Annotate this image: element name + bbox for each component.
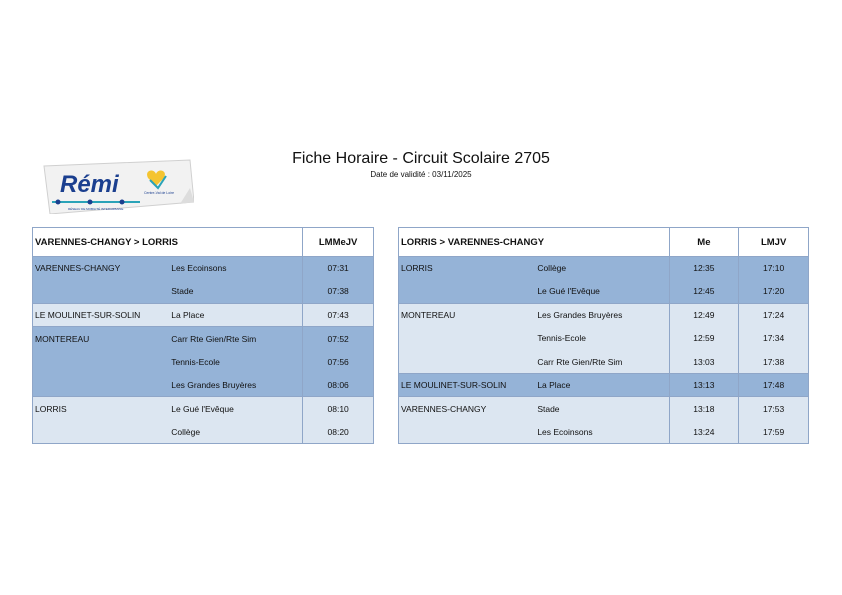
time-cell: 17:48	[739, 373, 809, 396]
commune-cell	[33, 280, 170, 303]
time-cell: 13:03	[669, 350, 739, 373]
commune-cell: LE MOULINET-SUR-SOLIN	[399, 373, 536, 396]
table-row	[33, 397, 374, 420]
table-row	[399, 350, 809, 373]
stop-cell: La Place	[169, 303, 303, 326]
commune-cell: LE MOULINET-SUR-SOLIN	[33, 303, 170, 326]
commune-cell	[33, 373, 170, 396]
commune-cell	[399, 327, 536, 350]
stop-cell: Tennis-Ecole	[169, 350, 303, 373]
time-cell: 07:43	[303, 303, 374, 326]
time-cell: 17:20	[739, 280, 809, 303]
commune-cell: VARENNES-CHANGY	[399, 397, 536, 420]
table-row	[399, 420, 809, 443]
stop-cell: Collège	[169, 420, 303, 443]
table-row	[33, 373, 374, 396]
page-title: Fiche Horaire - Circuit Scolaire 2705	[292, 150, 550, 167]
return-timetable	[398, 227, 809, 444]
time-cell: 17:24	[739, 303, 809, 326]
stop-cell: Les Ecoinsons	[169, 257, 303, 280]
commune-cell: MONTEREAU	[33, 327, 170, 350]
outbound-timetable	[32, 227, 374, 444]
time-cell: 13:18	[669, 397, 739, 420]
commune-cell: LORRIS	[399, 257, 536, 280]
time-cell: 07:31	[303, 257, 374, 280]
table-row	[33, 327, 374, 350]
table-row	[33, 350, 374, 373]
table-row	[399, 257, 809, 280]
logo-brand-text: Rémi	[60, 171, 119, 198]
time-cell: 08:06	[303, 373, 374, 396]
stop-cell: Carr Rte Gien/Rte Sim	[535, 350, 669, 373]
stop-cell: Tennis-Ecole	[535, 327, 669, 350]
table-row	[33, 420, 374, 443]
time-cell: 12:35	[669, 257, 739, 280]
time-cell: 08:10	[303, 397, 374, 420]
time-cell: 17:59	[739, 420, 809, 443]
day-header: LMMeJV	[303, 228, 374, 257]
commune-cell	[33, 420, 170, 443]
time-cell: 13:13	[669, 373, 739, 396]
stop-cell: Stade	[169, 280, 303, 303]
time-cell: 08:20	[303, 420, 374, 443]
commune-cell: VARENNES-CHANGY	[33, 257, 170, 280]
time-cell: 17:38	[739, 350, 809, 373]
stop-cell: Collège	[535, 257, 669, 280]
time-cell: 17:10	[739, 257, 809, 280]
logo-region: Centre-Val de Loire	[144, 191, 175, 195]
time-cell: 13:24	[669, 420, 739, 443]
stop-cell: Le Gué l'Evêque	[535, 280, 669, 303]
time-cell: 17:53	[739, 397, 809, 420]
table-row	[33, 257, 374, 280]
stop-cell: Stade	[535, 397, 669, 420]
table-row	[399, 373, 809, 396]
time-cell: 07:56	[303, 350, 374, 373]
time-cell: 07:52	[303, 327, 374, 350]
commune-cell	[399, 280, 536, 303]
stop-cell: Carr Rte Gien/Rte Sim	[169, 327, 303, 350]
commune-cell: LORRIS	[33, 397, 170, 420]
validity-date: Date de validité : 03/11/2025	[370, 170, 472, 179]
time-cell: 12:45	[669, 280, 739, 303]
commune-cell	[33, 350, 170, 373]
direction-header: LORRIS > VARENNES-CHANGY	[399, 228, 670, 257]
table-row	[399, 303, 809, 326]
commune-cell	[399, 420, 536, 443]
table-row	[33, 280, 374, 303]
stop-cell: Les Ecoinsons	[535, 420, 669, 443]
time-cell: 12:49	[669, 303, 739, 326]
day-header: LMJV	[739, 228, 809, 257]
table-row	[399, 280, 809, 303]
stop-cell: Les Grandes Bruyères	[169, 373, 303, 396]
logo-tagline: RÉSEAU DE MOBILITÉ INTERURBAINE	[68, 207, 124, 211]
table-row	[33, 303, 374, 326]
time-cell: 12:59	[669, 327, 739, 350]
stop-cell: Les Grandes Bruyères	[535, 303, 669, 326]
direction-header: VARENNES-CHANGY > LORRIS	[33, 228, 303, 257]
day-header: Me	[669, 228, 739, 257]
stop-cell: La Place	[535, 373, 669, 396]
time-cell: 07:38	[303, 280, 374, 303]
time-cell: 17:34	[739, 327, 809, 350]
table-row	[399, 327, 809, 350]
stop-cell: Le Gué l'Evêque	[169, 397, 303, 420]
commune-cell: MONTEREAU	[399, 303, 536, 326]
commune-cell	[399, 350, 536, 373]
table-row	[399, 397, 809, 420]
